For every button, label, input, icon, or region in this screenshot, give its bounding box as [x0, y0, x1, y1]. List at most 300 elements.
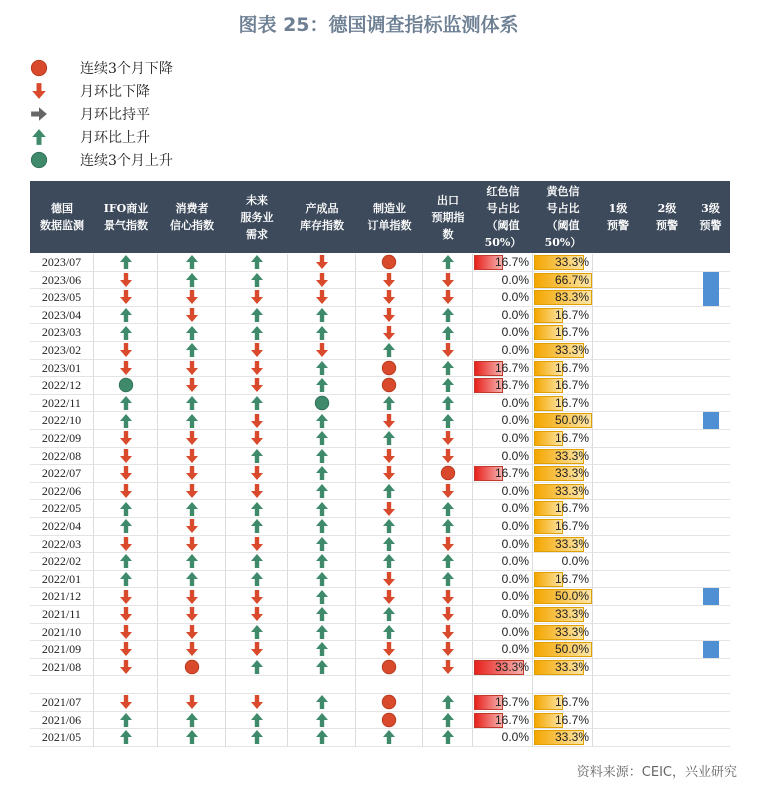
up-arrow-icon	[440, 518, 456, 534]
down-arrow-icon	[249, 360, 265, 376]
signal-cell	[423, 272, 473, 290]
down-arrow-icon	[440, 589, 456, 605]
up-arrow-icon	[440, 325, 456, 341]
signal-cell	[288, 483, 356, 501]
yellow-signal-share-cell	[533, 254, 593, 272]
red-signal-share-cell	[473, 307, 533, 325]
signal-cell	[288, 624, 356, 642]
yellow-signal-share-cell	[533, 342, 593, 360]
signal-cell	[226, 483, 288, 501]
down-arrow-icon	[184, 377, 200, 393]
date-cell: 2023/02	[30, 342, 94, 360]
right-arrow-icon	[30, 105, 48, 123]
table-row	[30, 536, 730, 554]
down-arrow-icon	[118, 624, 134, 640]
yellow-signal-share-cell	[533, 465, 593, 483]
red-signal-share-cell	[473, 360, 533, 378]
signal-cell	[288, 395, 356, 413]
red-circle-icon	[381, 377, 397, 393]
down-arrow-icon	[184, 465, 200, 481]
signal-cell	[423, 712, 473, 730]
column-header: 1级 预警	[607, 202, 629, 232]
up-arrow-icon	[184, 571, 200, 587]
red-circle-icon	[381, 360, 397, 376]
signal-cell	[158, 606, 226, 624]
down-arrow-icon	[381, 641, 397, 657]
down-arrow-icon	[314, 254, 330, 270]
warning-level-3-cell	[691, 307, 730, 325]
signal-cell	[288, 518, 356, 536]
red-share-value: 0.0%	[501, 413, 529, 428]
red-share-value: 0.0%	[501, 501, 529, 516]
signal-cell	[158, 377, 226, 395]
signal-cell	[423, 307, 473, 325]
up-arrow-icon	[314, 483, 330, 499]
red-share-value: 16.7%	[494, 695, 529, 709]
warning-level-3-cell	[691, 412, 730, 430]
yellow-share-value: 66.7%	[554, 272, 589, 287]
yellow-share-value: 33.3%	[554, 536, 589, 551]
signal-cell	[226, 377, 288, 395]
down-arrow-icon	[381, 501, 397, 517]
up-arrow-icon	[381, 430, 397, 446]
down-arrow-icon	[118, 483, 134, 499]
up-arrow-icon	[118, 729, 134, 745]
down-arrow-icon	[118, 536, 134, 552]
signal-cell	[226, 430, 288, 448]
legend-item	[30, 58, 330, 78]
down-arrow-icon	[118, 430, 134, 446]
up-arrow-icon	[381, 729, 397, 745]
table-row	[30, 729, 730, 747]
signal-cell	[226, 342, 288, 360]
signal-cell	[226, 588, 288, 606]
up-arrow-icon	[118, 254, 134, 270]
up-arrow-icon	[249, 325, 265, 341]
signal-cell	[356, 307, 423, 325]
down-arrow-icon	[118, 659, 134, 675]
warning-level-2-cell	[643, 483, 691, 501]
date-cell: 2022/02	[30, 553, 94, 571]
warning-level-1-cell	[593, 272, 643, 290]
up-arrow-icon	[440, 377, 456, 393]
column-header: 黄色信 号占比 （阈值 50%）	[544, 185, 582, 249]
signal-cell	[288, 272, 356, 290]
down-arrow-icon	[249, 589, 265, 605]
down-arrow-icon	[118, 589, 134, 605]
red-circle-icon	[30, 59, 48, 77]
down-arrow-icon	[381, 307, 397, 323]
up-arrow-icon	[314, 659, 330, 675]
signal-cell	[158, 254, 226, 272]
signal-cell	[226, 289, 288, 307]
down-arrow-icon	[440, 342, 456, 358]
up-arrow-icon	[30, 128, 48, 146]
warning-level-1-cell	[593, 483, 643, 501]
column-header: 3级 预警	[699, 202, 722, 232]
up-arrow-icon	[184, 729, 200, 745]
red-circle-icon	[381, 254, 397, 270]
table-row	[30, 254, 730, 272]
down-arrow-icon	[184, 289, 200, 305]
signal-cell	[356, 676, 423, 694]
up-arrow-icon	[314, 465, 330, 481]
column-header: 出口 预期指 数	[431, 193, 465, 241]
red-share-value: 0.0%	[501, 290, 529, 305]
yellow-share-value: 50.0%	[554, 413, 589, 428]
date-cell: 2022/12	[30, 377, 94, 395]
down-arrow-icon	[249, 483, 265, 499]
down-arrow-icon	[381, 448, 397, 464]
red-signal-share-cell	[473, 430, 533, 448]
warning-level-1-cell	[593, 342, 643, 360]
date-cell: 2021/12	[30, 588, 94, 606]
warning-level-1-cell	[593, 606, 643, 624]
down-arrow-icon	[118, 465, 134, 481]
signal-cell	[423, 571, 473, 589]
signal-cell	[423, 729, 473, 747]
yellow-share-value: 16.7%	[554, 395, 589, 410]
column-header: 制造业 订单指数	[367, 202, 412, 232]
up-arrow-icon	[381, 518, 397, 534]
signal-cell	[158, 536, 226, 554]
signal-cell	[288, 254, 356, 272]
up-arrow-icon	[118, 307, 134, 323]
up-arrow-icon	[249, 659, 265, 675]
yellow-share-value: 50.0%	[554, 589, 589, 604]
signal-cell	[288, 500, 356, 518]
up-arrow-icon	[381, 536, 397, 552]
down-arrow-icon	[381, 272, 397, 288]
warning-level-3-cell	[691, 272, 730, 290]
warning-level-2-cell	[643, 465, 691, 483]
warning-level-2-cell	[643, 518, 691, 536]
signal-cell	[356, 659, 423, 677]
warning-level-3-cell	[691, 729, 730, 747]
date-cell: 2021/07	[30, 694, 94, 712]
date-cell: 2021/05	[30, 729, 94, 747]
up-arrow-icon	[184, 395, 200, 411]
signal-cell	[158, 412, 226, 430]
signal-cell	[423, 324, 473, 342]
green-circle-icon	[30, 151, 48, 169]
up-arrow-icon	[118, 413, 134, 429]
signal-cell	[356, 571, 423, 589]
up-arrow-icon	[440, 571, 456, 587]
down-arrow-icon	[184, 448, 200, 464]
signal-cell	[94, 694, 158, 712]
up-arrow-icon	[381, 395, 397, 411]
down-arrow-icon	[249, 377, 265, 393]
yellow-signal-share-cell	[533, 536, 593, 554]
yellow-signal-share-cell	[533, 553, 593, 571]
warning-level-2-cell	[643, 659, 691, 677]
up-arrow-icon	[381, 553, 397, 569]
warning-level-2-cell	[643, 588, 691, 606]
warning-level-3-cell	[691, 324, 730, 342]
down-arrow-icon	[440, 483, 456, 499]
down-arrow-icon	[381, 589, 397, 605]
down-arrow-icon	[440, 289, 456, 305]
signal-cell	[226, 395, 288, 413]
yellow-signal-share-cell	[533, 606, 593, 624]
signal-cell	[94, 624, 158, 642]
signal-cell	[288, 712, 356, 730]
warning-level-1-cell	[593, 465, 643, 483]
signal-cell	[226, 518, 288, 536]
date-cell: 2023/04	[30, 307, 94, 325]
warning-level-3-cell	[691, 553, 730, 571]
signal-cell	[423, 659, 473, 677]
down-arrow-icon	[118, 272, 134, 288]
up-arrow-icon	[184, 342, 200, 358]
up-arrow-icon	[381, 483, 397, 499]
down-arrow-icon	[184, 307, 200, 323]
signal-cell	[94, 729, 158, 747]
warning-level-3-cell	[691, 254, 730, 272]
table-row	[30, 289, 730, 307]
date-cell: 2022/07	[30, 465, 94, 483]
red-signal-share-cell	[473, 659, 533, 677]
red-circle-icon	[381, 694, 397, 710]
signal-cell	[158, 289, 226, 307]
yellow-share-value: 33.3%	[554, 730, 589, 745]
up-arrow-icon	[440, 254, 456, 270]
down-arrow-icon	[118, 272, 134, 288]
warning-level-3-cell	[691, 694, 730, 712]
red-share-value: 16.7%	[494, 255, 529, 269]
warning-level-1-cell	[593, 729, 643, 747]
red-circle-icon	[440, 465, 456, 481]
down-arrow-icon	[118, 430, 134, 446]
down-arrow-icon	[30, 82, 48, 100]
up-arrow-icon	[249, 518, 265, 534]
red-share-value: 0.0%	[501, 519, 529, 533]
date-cell: 2022/01	[30, 571, 94, 589]
warning-level-2-cell	[643, 307, 691, 325]
up-arrow-icon	[118, 712, 134, 728]
down-arrow-icon	[184, 536, 200, 552]
signal-cell	[158, 465, 226, 483]
up-arrow-icon	[314, 501, 330, 517]
date-cell: 2021/09	[30, 641, 94, 659]
down-arrow-icon	[440, 624, 456, 640]
down-arrow-icon	[184, 589, 200, 605]
warning-level-1-cell	[593, 500, 643, 518]
down-arrow-icon	[118, 289, 134, 305]
yellow-signal-share-cell	[533, 624, 593, 642]
signal-cell	[423, 430, 473, 448]
red-share-value: 0.0%	[501, 343, 529, 357]
yellow-signal-share-cell	[533, 307, 593, 325]
signal-cell	[423, 500, 473, 518]
down-arrow-icon	[249, 342, 265, 358]
up-arrow-icon	[249, 501, 265, 517]
signal-cell	[288, 676, 356, 694]
yellow-share-value: 16.7%	[554, 571, 589, 586]
signal-cell	[94, 676, 158, 694]
signal-cell	[94, 412, 158, 430]
green-circle-icon	[118, 377, 134, 393]
up-arrow-icon	[118, 307, 134, 323]
down-arrow-icon	[440, 342, 456, 358]
up-arrow-icon	[118, 325, 134, 341]
signal-cell	[288, 377, 356, 395]
signal-cell	[158, 588, 226, 606]
up-arrow-icon	[381, 553, 397, 569]
red-signal-share-cell	[473, 500, 533, 518]
signal-cell	[356, 360, 423, 378]
yellow-signal-share-cell	[533, 500, 593, 518]
signal-cell	[423, 254, 473, 272]
signal-cell	[423, 289, 473, 307]
table-row	[30, 307, 730, 325]
signal-cell	[423, 676, 473, 694]
date-cell: 2023/03	[30, 324, 94, 342]
up-arrow-icon	[314, 360, 330, 376]
up-arrow-icon	[314, 377, 330, 393]
down-arrow-icon	[440, 536, 456, 552]
down-arrow-icon	[440, 659, 456, 675]
up-arrow-icon	[118, 518, 134, 534]
up-arrow-icon	[314, 465, 330, 481]
down-arrow-icon	[118, 448, 134, 464]
up-arrow-icon	[314, 694, 330, 710]
warning-level-3-cell	[691, 536, 730, 554]
table-row	[30, 518, 730, 536]
signal-cell	[94, 272, 158, 290]
up-arrow-icon	[440, 254, 456, 270]
up-arrow-icon	[440, 712, 456, 728]
signal-cell	[94, 518, 158, 536]
down-arrow-icon	[184, 465, 200, 481]
red-circle-icon	[381, 254, 397, 270]
warning-level-2-cell	[643, 624, 691, 642]
warning-level-3-cell	[691, 624, 730, 642]
signal-cell	[423, 641, 473, 659]
down-arrow-icon	[381, 571, 397, 587]
up-arrow-icon	[249, 395, 265, 411]
up-arrow-icon	[184, 254, 200, 270]
red-circle-icon	[440, 465, 456, 481]
up-arrow-icon	[249, 624, 265, 640]
warning-level-2-cell	[643, 342, 691, 360]
up-arrow-icon	[314, 571, 330, 587]
yellow-signal-share-cell	[533, 571, 593, 589]
warning-level-2-cell	[643, 500, 691, 518]
signal-cell	[94, 500, 158, 518]
table-row	[30, 412, 730, 430]
table-row	[30, 360, 730, 378]
signal-cell	[356, 342, 423, 360]
table-row	[30, 395, 730, 413]
warning-level-1-cell	[593, 289, 643, 307]
date-cell: 2022/06	[30, 483, 94, 501]
down-arrow-icon	[118, 448, 134, 464]
down-arrow-icon	[118, 360, 134, 376]
signal-cell	[356, 606, 423, 624]
yellow-share-value: 16.7%	[554, 378, 589, 393]
signal-cell	[226, 624, 288, 642]
down-arrow-icon	[381, 465, 397, 481]
up-arrow-icon	[440, 413, 456, 429]
signal-cell	[94, 536, 158, 554]
down-arrow-icon	[118, 342, 134, 358]
down-arrow-icon	[440, 606, 456, 622]
up-arrow-icon	[184, 553, 200, 569]
signal-cell	[423, 395, 473, 413]
warning-level-1-cell	[593, 676, 643, 694]
yellow-signal-share-cell	[533, 518, 593, 536]
signal-cell	[423, 606, 473, 624]
down-arrow-icon	[249, 377, 265, 393]
signal-cell	[288, 342, 356, 360]
warning-level-3-cell	[691, 518, 730, 536]
up-arrow-icon	[440, 729, 456, 745]
signal-cell	[356, 430, 423, 448]
red-share-value: 16.7%	[494, 712, 529, 727]
down-arrow-icon	[440, 272, 456, 288]
up-arrow-icon	[440, 518, 456, 534]
red-signal-share-cell	[473, 641, 533, 659]
down-arrow-icon	[184, 483, 200, 499]
red-signal-share-cell	[473, 342, 533, 360]
up-arrow-icon	[381, 483, 397, 499]
down-arrow-icon	[381, 413, 397, 429]
signal-cell	[226, 412, 288, 430]
up-arrow-icon	[314, 641, 330, 657]
up-arrow-icon	[440, 395, 456, 411]
date-cell: 2022/10	[30, 412, 94, 430]
red-signal-share-cell	[473, 254, 533, 272]
down-arrow-icon	[118, 536, 134, 552]
down-arrow-icon	[440, 641, 456, 657]
up-arrow-icon	[314, 536, 330, 552]
down-arrow-icon	[314, 289, 330, 305]
signal-cell	[158, 659, 226, 677]
up-arrow-icon	[118, 395, 134, 411]
up-arrow-icon	[314, 694, 330, 710]
yellow-share-value: 16.7%	[554, 712, 589, 727]
signal-cell	[158, 571, 226, 589]
up-arrow-icon	[249, 307, 265, 323]
yellow-share-value: 33.3%	[554, 255, 589, 269]
down-arrow-icon	[381, 307, 397, 323]
warning-level-3-cell	[691, 483, 730, 501]
down-arrow-icon	[118, 483, 134, 499]
table-row	[30, 430, 730, 448]
up-arrow-icon	[249, 325, 265, 341]
down-arrow-icon	[118, 659, 134, 675]
signal-cell	[288, 289, 356, 307]
down-arrow-icon	[381, 465, 397, 481]
red-share-value: 0.0%	[501, 325, 529, 340]
red-share-value: 0.0%	[501, 431, 529, 445]
down-arrow-icon	[184, 536, 200, 552]
up-arrow-icon	[184, 325, 200, 341]
down-arrow-icon	[249, 641, 265, 657]
legend-item	[30, 150, 330, 170]
up-arrow-icon	[249, 254, 265, 270]
signal-cell	[226, 729, 288, 747]
signal-cell	[356, 588, 423, 606]
down-arrow-icon	[381, 325, 397, 341]
red-share-value: 0.0%	[501, 448, 529, 463]
date-cell: 2021/11	[30, 606, 94, 624]
red-share-value: 0.0%	[501, 554, 529, 569]
down-arrow-icon	[249, 483, 265, 499]
up-arrow-icon	[118, 501, 134, 517]
